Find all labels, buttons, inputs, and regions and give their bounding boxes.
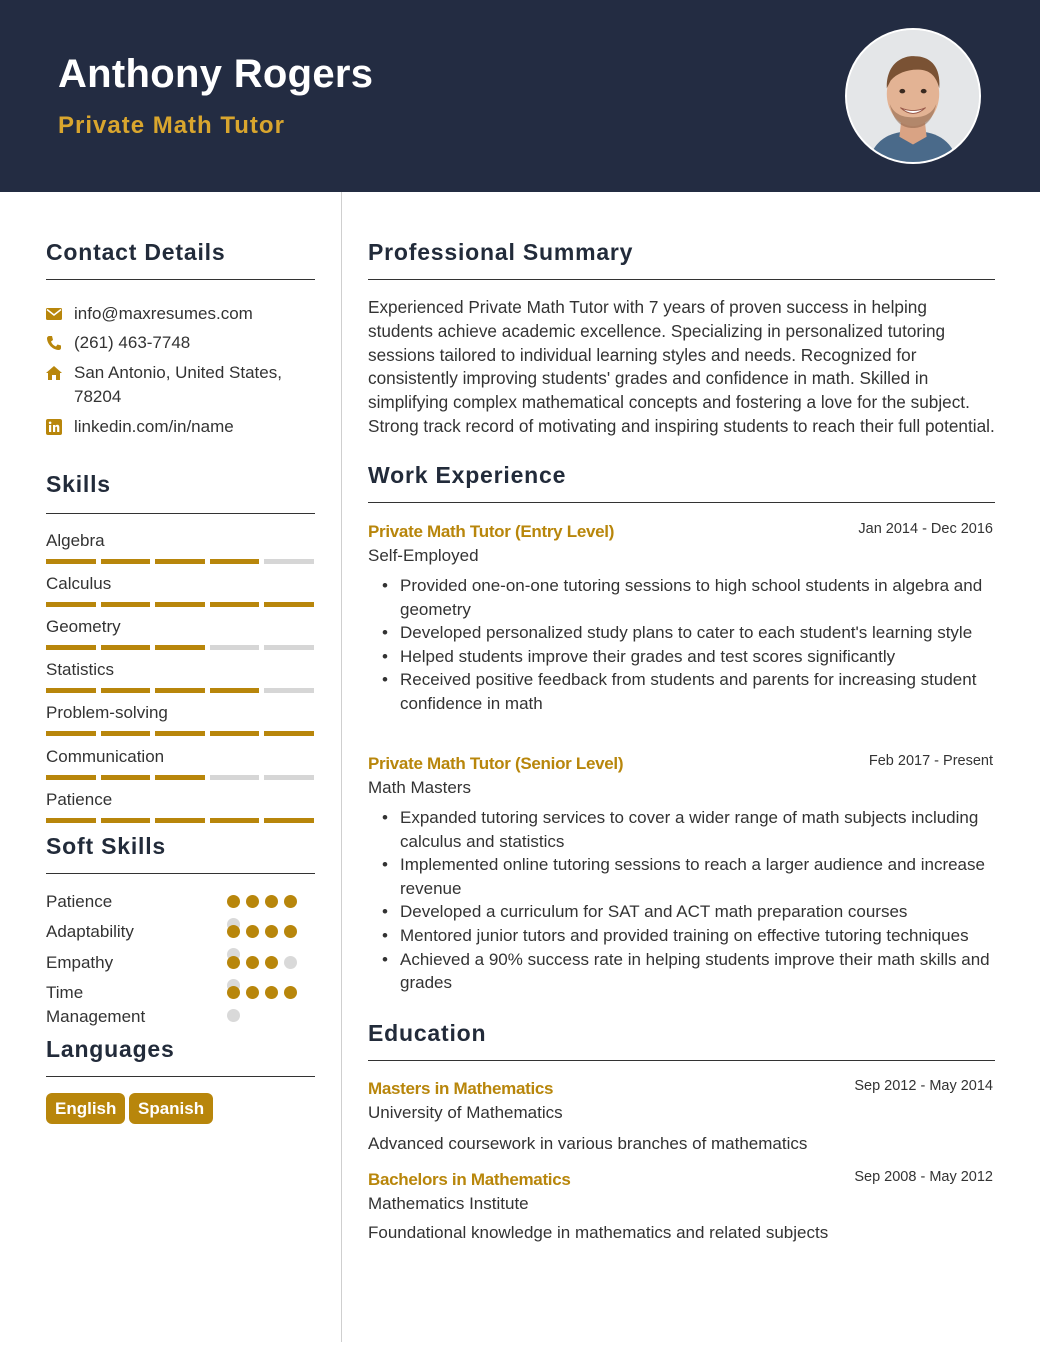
job-bullet-list xyxy=(380,574,998,716)
rating-dot xyxy=(265,956,278,969)
skill-level-segment xyxy=(210,818,260,823)
skill-name: Patience xyxy=(46,789,113,809)
education-dates: Sep 2008 - May 2012 xyxy=(854,1169,993,1185)
skill-level-segment xyxy=(46,775,96,780)
skill-level-segment xyxy=(264,731,314,736)
job-title: Private Math Tutor (Entry Level) xyxy=(368,522,615,541)
skill-level-segment xyxy=(101,645,151,650)
contact-section-rule xyxy=(46,279,315,280)
skill-level-segment xyxy=(46,688,96,693)
summary-section-rule xyxy=(368,279,995,280)
skill-level-segment xyxy=(210,688,260,693)
job-bullet: • Developed a curriculum for SAT and ACT math preparation courses xyxy=(380,900,998,924)
skill-level-segment xyxy=(210,775,260,780)
skill-name: Communication xyxy=(46,746,165,766)
skill-level-segment xyxy=(46,645,96,650)
job-bullet: • Achieved a 90% success rate in helping students improve their math skills and grades xyxy=(380,948,998,995)
soft-skill-rating xyxy=(226,956,306,970)
resume-header xyxy=(0,0,1040,192)
soft-skill-name: Time Management xyxy=(46,983,146,1026)
contact-email[interactable] xyxy=(46,302,316,326)
avatar xyxy=(845,28,981,164)
portrait-photo xyxy=(847,30,979,162)
rating-dot xyxy=(227,956,240,969)
education-school: University of Mathematics xyxy=(368,1103,563,1122)
job-bullet: • Developed personalized study plans to cater to each student's learning style xyxy=(380,621,998,645)
contact-linkedin-text: linkedin.com/in/name xyxy=(74,417,234,436)
skill-level-segment xyxy=(101,688,151,693)
summary-text: Experienced Private Math Tutor with 7 years of proven success in helping students achieve academic excellence. Specializing in personalized tutoring sessions tailored to individual learning styles and needs. Recognized for consistently improving students' grades and confidence in math. Skilled in simplifying complex mathematical concepts and fostering a love for the subject. Strong track record of motivating and inspiring students to reach their full potential. xyxy=(368,297,995,436)
skill-level-segment xyxy=(155,559,205,564)
home-icon xyxy=(46,361,74,385)
soft-skills-section-rule xyxy=(46,873,315,874)
skill-level-segment xyxy=(155,731,205,736)
skill-level-segment xyxy=(264,559,314,564)
education-school: Mathematics Institute xyxy=(368,1194,529,1213)
skill-level-segment xyxy=(155,688,205,693)
skill-level-segment xyxy=(101,731,151,736)
job-organization: Self-Employed xyxy=(368,546,479,565)
skill-name: Problem-solving xyxy=(46,703,168,723)
job-organization: Math Masters xyxy=(368,778,471,797)
skill-level-segment xyxy=(264,775,314,780)
skill-level-segment xyxy=(210,602,260,607)
rating-dot xyxy=(284,925,297,938)
skill-level-segment xyxy=(46,731,96,736)
skill-level-bar xyxy=(46,731,314,737)
education-description: Foundational knowledge in mathematics and related subjects xyxy=(368,1223,829,1242)
skill-level-bar xyxy=(46,818,314,824)
soft-skill-name: Adaptability xyxy=(46,922,134,941)
education-degree: Masters in Mathematics xyxy=(368,1079,554,1098)
contact-phone[interactable] xyxy=(46,331,316,355)
contact-address-text: San Antonio, United States, 78204 xyxy=(74,363,282,406)
skill-level-segment xyxy=(264,688,314,693)
skill-level-segment xyxy=(264,818,314,823)
soft-skill-rating xyxy=(226,986,306,1000)
job-title: Private Math Tutor (Senior Level) xyxy=(368,754,624,773)
languages-section-title: Languages xyxy=(46,1036,175,1062)
job-bullet: • Implemented online tutoring sessions to reach a larger audience and increase revenue xyxy=(380,853,998,900)
skill-level-bar xyxy=(46,602,314,608)
job-bullet: • Expanded tutoring services to cover a wider range of math subjects including calculus and statistics xyxy=(380,806,998,853)
phone-icon xyxy=(46,331,74,355)
skill-name: Algebra xyxy=(46,531,105,550)
rating-dot xyxy=(227,986,240,999)
rating-dot xyxy=(227,895,240,908)
skill-level-segment xyxy=(155,602,205,607)
skill-level-segment xyxy=(46,818,96,823)
language-badge: English xyxy=(46,1093,125,1124)
envelope-icon xyxy=(46,302,74,326)
summary-section-title: Professional Summary xyxy=(368,239,634,265)
skill-level-segment xyxy=(210,559,260,564)
education-description: Advanced coursework in various branches of mathematics xyxy=(368,1134,808,1153)
skill-level-segment xyxy=(101,775,151,780)
skill-name: Statistics xyxy=(46,660,115,680)
skills-section-rule xyxy=(46,513,315,514)
job-bullet: • Provided one-on-one tutoring sessions to high school students in algebra and geometry xyxy=(380,574,998,621)
skill-level-segment xyxy=(101,818,151,823)
contact-phone-text: (261) 463-7748 xyxy=(74,333,191,352)
rating-dot xyxy=(246,895,259,908)
experience-section-rule xyxy=(368,502,995,503)
language-badge: Spanish xyxy=(129,1093,213,1124)
education-degree: Bachelors in Mathematics xyxy=(368,1170,571,1189)
job-bullet: • Received positive feedback from students and parents for increasing student confidence in math xyxy=(380,668,998,715)
rating-dot xyxy=(265,925,278,938)
contact-email-text: info@maxresumes.com xyxy=(74,304,253,323)
candidate-name: Anthony Rogers xyxy=(58,52,374,96)
skill-level-segment xyxy=(155,818,205,823)
contact-section-title: Contact Details xyxy=(46,239,226,265)
rating-dot xyxy=(227,1009,240,1022)
soft-skill-name: Patience xyxy=(46,892,113,911)
skills-section-title: Skills xyxy=(46,471,111,497)
skill-level-segment xyxy=(264,602,314,607)
skill-level-segment xyxy=(155,645,205,650)
skill-level-bar xyxy=(46,688,314,694)
column-divider xyxy=(341,192,342,1342)
skill-level-segment xyxy=(210,731,260,736)
skill-level-bar xyxy=(46,645,314,651)
job-bullet: • Mentored junior tutors and provided training on effective tutoring techniques xyxy=(380,924,998,948)
rating-dot xyxy=(284,956,297,969)
skill-level-segment xyxy=(101,602,151,607)
skill-level-bar xyxy=(46,559,314,565)
skill-level-segment xyxy=(264,645,314,650)
skill-level-segment xyxy=(210,645,260,650)
rating-dot xyxy=(246,956,259,969)
skill-name: Geometry xyxy=(46,617,121,637)
soft-skill-rating xyxy=(226,895,306,909)
rating-dot xyxy=(265,895,278,908)
linkedin-icon xyxy=(46,415,74,439)
skill-level-segment xyxy=(101,559,151,564)
candidate-role: Private Math Tutor xyxy=(58,112,285,139)
education-section-title: Education xyxy=(368,1020,487,1046)
rating-dot xyxy=(246,986,259,999)
education-section-rule xyxy=(368,1060,995,1061)
soft-skills-section-title: Soft Skills xyxy=(46,833,166,859)
skill-level-segment xyxy=(46,559,96,564)
rating-dot xyxy=(284,895,297,908)
languages-section-rule xyxy=(46,1076,315,1077)
experience-section-title: Work Experience xyxy=(368,462,567,488)
skill-level-bar xyxy=(46,775,314,781)
soft-skill-rating xyxy=(226,925,306,939)
rating-dot xyxy=(227,925,240,938)
education-dates: Sep 2012 - May 2014 xyxy=(854,1078,993,1094)
skill-name: Calculus xyxy=(46,574,112,594)
skill-level-segment xyxy=(46,602,96,607)
contact-linkedin[interactable] xyxy=(46,415,316,439)
rating-dot xyxy=(284,986,297,999)
soft-skill-name: Empathy xyxy=(46,953,114,972)
job-bullet-list xyxy=(380,806,998,995)
job-dates: Feb 2017 - Present xyxy=(868,753,993,769)
rating-dot xyxy=(246,925,259,938)
contact-address xyxy=(46,361,316,409)
rating-dot xyxy=(265,986,278,999)
job-dates: Jan 2014 - Dec 2016 xyxy=(858,521,993,537)
job-bullet: • Helped students improve their grades and test scores significantly xyxy=(380,645,998,669)
skill-level-segment xyxy=(155,775,205,780)
